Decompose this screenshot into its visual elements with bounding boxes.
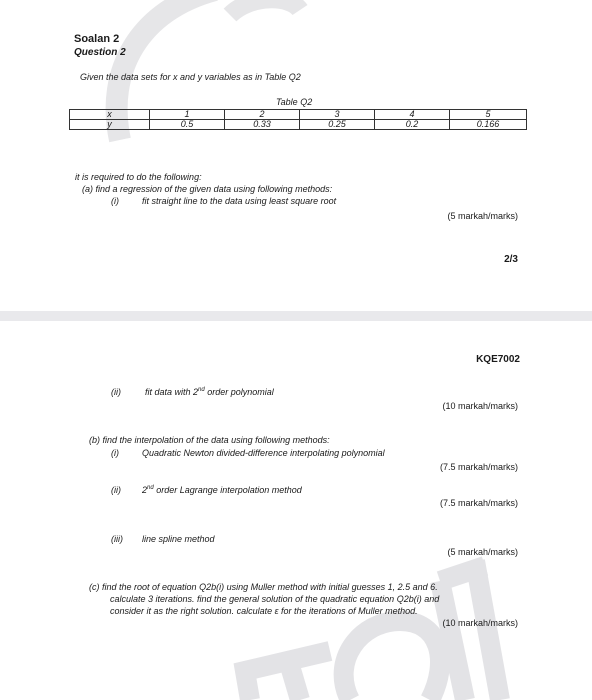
- part-c-line-2: calculate 3 iterations. find the general solution of the quadratic equation Q2b(i) and: [110, 594, 440, 604]
- intro-text: Given the data sets for x and y variables as in Table Q2: [80, 72, 301, 82]
- table-cell: 0.166: [450, 120, 527, 130]
- part-b-iii-text: line spline method: [142, 534, 215, 544]
- part-c-line-3: consider it as the right solution. calculate ε for the iterations of Muller method.: [110, 606, 418, 616]
- exam-page-1: [0, 0, 592, 311]
- exam-page-2: [0, 321, 592, 700]
- course-code: KQE7002: [476, 354, 520, 365]
- table-cell: 0.33: [225, 120, 300, 130]
- part-a-i-number: (i): [111, 196, 119, 206]
- question-heading-en: Question 2: [74, 47, 126, 58]
- table-cell: 0.25: [300, 120, 375, 130]
- required-text: it is required to do the following:: [75, 172, 202, 182]
- part-a-ii-text: fit data with 2nd order polynomial: [145, 387, 274, 397]
- part-b-heading: (b) find the interpolation of the data using following methods:: [89, 435, 330, 445]
- part-a-i-text: fit straight line to the data using least square root: [142, 196, 337, 206]
- table-cell: 0.5: [150, 120, 225, 130]
- table-cell: 0.2: [375, 120, 450, 130]
- table-row-y: [70, 120, 527, 130]
- part-c-line-1: (c) find the root of equation Q2b(i) using Muller method with initial guesses 1, 2.5 and 6.: [89, 582, 438, 592]
- part-b-ii-text: 2nd order Lagrange interpolation method: [142, 485, 302, 495]
- part-b-iii-marks: (5 markah/marks): [447, 547, 518, 557]
- watermark-letters-icon: [0, 321, 592, 700]
- part-c-marks: (10 markah/marks): [442, 618, 518, 628]
- part-b-iii-number: (iii): [111, 534, 123, 544]
- part-a-ii-number: (ii): [111, 387, 121, 397]
- table-caption: Table Q2: [276, 97, 313, 107]
- part-b-ii-number: (ii): [111, 485, 121, 495]
- data-table-q2: [69, 109, 527, 130]
- table-cell: 5: [450, 110, 527, 120]
- part-b-ii-marks: (7.5 markah/marks): [439, 498, 518, 508]
- table-cell: 3: [300, 110, 375, 120]
- part-b-i-text: Quadratic Newton divided-difference interpolating polynomial: [142, 448, 385, 458]
- part-b-i-number: (i): [111, 448, 119, 458]
- part-a-ii-marks: (10 markah/marks): [442, 401, 518, 411]
- part-b-i-marks: (7.5 markah/marks): [439, 462, 518, 472]
- table-header-x: x: [70, 110, 150, 120]
- part-a-i-marks: (5 markah/marks): [447, 211, 518, 221]
- page-number: 2/3: [504, 254, 518, 265]
- part-a-heading: (a) find a regression of the given data using following methods:: [82, 184, 333, 194]
- table-row-x: [70, 110, 527, 120]
- table-cell: 1: [150, 110, 225, 120]
- table-cell: 2: [225, 110, 300, 120]
- question-heading-ms: Soalan 2: [74, 33, 120, 45]
- table-header-y: y: [70, 120, 150, 130]
- table-cell: 4: [375, 110, 450, 120]
